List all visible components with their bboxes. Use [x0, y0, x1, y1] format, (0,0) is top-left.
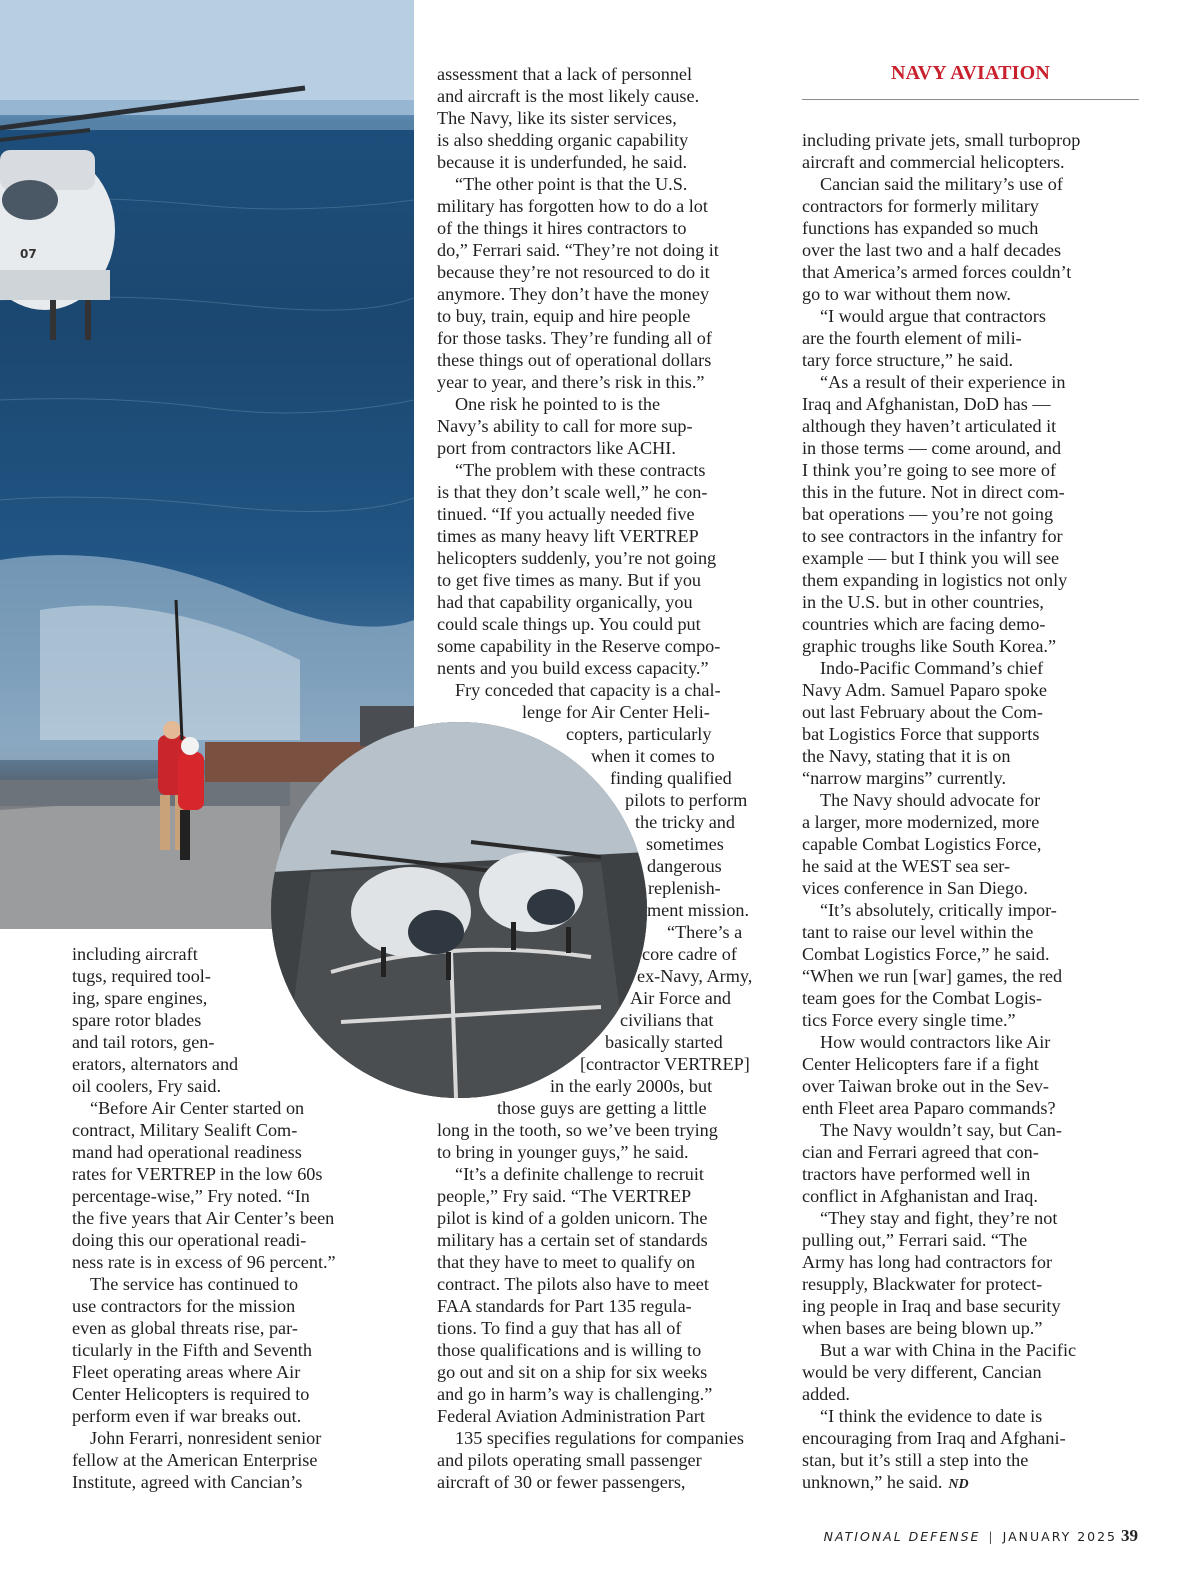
text-line: added. [802, 1384, 850, 1404]
text-line: and pilots operating small passenger [437, 1450, 702, 1470]
text-line: But a war with China in the Pacific [820, 1340, 1077, 1360]
text-line: lenge for Air Center Heli- [522, 702, 710, 722]
text-line: tics Force every single time.” [802, 1010, 1016, 1030]
text-line: copters, particularly [566, 724, 712, 744]
text-line: had that capability organically, you [437, 592, 693, 612]
text-line: ing, spare engines, [72, 988, 208, 1008]
text-line: contract. The pilots also have to meet [437, 1274, 709, 1294]
page-footer [824, 1526, 1138, 1546]
text-line: resupply, Blackwater for protect- [802, 1274, 1043, 1294]
text-line: “The other point is that the U.S. [455, 174, 688, 194]
text-line: of the things it hires contractors to [437, 218, 687, 238]
text-line: because it is underfunded, he said. [437, 152, 687, 172]
text-line: a larger, more modernized, more [802, 812, 1040, 832]
text-line: although they haven’t articulated it [802, 416, 1057, 436]
text-line: and go in harm’s way is challenging.” [437, 1384, 713, 1404]
text-line: cian and Ferrari agreed that con- [802, 1142, 1039, 1162]
text-line: “It’s absolutely, critically impor- [820, 900, 1057, 920]
text-line: Army has long had contractors for [802, 1252, 1053, 1272]
text-line: rates for VERTREP in the low 60s [72, 1164, 323, 1184]
text-line: the Navy, stating that it is on [802, 746, 1011, 766]
issue-date: JANUARY 2025 [1002, 1529, 1117, 1544]
column-left [72, 943, 372, 1493]
text-line: people,” Fry said. “The VERTREP [437, 1186, 692, 1206]
text-line: tugs, required tool- [72, 966, 211, 986]
section-divider [802, 99, 1139, 100]
text-line: mand had operational readiness [72, 1142, 302, 1162]
tail-number: 07 [20, 247, 37, 261]
text-line: long in the tooth, so we’ve been trying [437, 1120, 718, 1140]
text-line: ticularly in the Fifth and Seventh [72, 1340, 312, 1360]
text-line: go to war without them now. [802, 284, 1011, 304]
text-line: Combat Logistics Force,” he said. [802, 944, 1050, 964]
end-mark: ND [948, 1477, 969, 1492]
text-line: assessment that a lack of personnel [437, 64, 693, 84]
text-line: military has a certain set of standards [437, 1230, 708, 1250]
text-line: encouraging from Iraq and Afghani- [802, 1428, 1066, 1448]
text-line: Iraq and Afghanistan, DoD has — [802, 394, 1051, 414]
text-line: enth Fleet area Paparo commands? [802, 1098, 1056, 1118]
text-line: year to year, and there’s risk in this.” [437, 372, 705, 392]
text-line: “The problem with these contracts [455, 460, 706, 480]
text-line: Air Force and [630, 988, 732, 1008]
text-line: bat operations — you’re not going [802, 504, 1054, 524]
text-line: Federal Aviation Administration Part [437, 1406, 705, 1426]
text-line: do,” Ferrari said. “They’re not doing it [437, 240, 719, 260]
text-line: could scale things up. You could put [437, 614, 701, 634]
text-line: Fry conceded that capacity is a chal- [455, 680, 721, 700]
text-line: to see contractors in the infantry for [802, 526, 1063, 546]
text-line: civilians that [620, 1010, 714, 1030]
text-line: ing people in Iraq and base security [802, 1296, 1061, 1316]
text-line: and aircraft is the most likely cause. [437, 86, 700, 106]
text-line: times as many heavy lift VERTREP [437, 526, 699, 546]
text-line: Institute, agreed with Cancian’s [72, 1472, 303, 1492]
text-line: these things out of operational dollars [437, 350, 712, 370]
text-line: team goes for the Combat Logis- [802, 988, 1042, 1008]
text-line: The Navy wouldn’t say, but Can- [820, 1120, 1062, 1140]
text-line: Center Helicopters fare if a fight [802, 1054, 1039, 1074]
text-line: ment mission. [647, 900, 750, 920]
text-line: is that they don’t scale well,” he con- [437, 482, 708, 502]
text-line: Navy Adm. Samuel Paparo spoke [802, 680, 1047, 700]
text-line: port from contractors like ACHI. [437, 438, 676, 458]
text-line: contract, Military Sealift Com- [72, 1120, 298, 1140]
text-line: ness rate is in excess of 96 percent.” [72, 1252, 336, 1272]
text-line: he said at the WEST sea ser- [802, 856, 1011, 876]
text-line: over Taiwan broke out in the Sev- [802, 1076, 1049, 1096]
text-line: spare rotor blades [72, 1010, 202, 1030]
text-line: tinued. “If you actually needed five [437, 504, 695, 524]
text-line: the five years that Air Center’s been [72, 1208, 335, 1228]
magazine-name: NATIONAL DEFENSE [823, 1529, 981, 1544]
text-line: FAA standards for Part 135 regula- [437, 1296, 692, 1316]
text-line: percentage-wise,” Fry noted. “In [72, 1186, 310, 1206]
text-line: including aircraft [72, 944, 198, 964]
text-line: perform even if war breaks out. [72, 1406, 302, 1426]
text-line: military has forgotten how to do a lot [437, 196, 708, 216]
text-line: replenish- [648, 878, 721, 898]
text-line: tractors have performed well in [802, 1164, 1031, 1184]
text-line: countries which are facing demo- [802, 614, 1046, 634]
text-line: for those tasks. They’re funding all of [437, 328, 712, 348]
text-line: contractors for formerly military [802, 196, 1039, 216]
text-line: in the U.S. but in other countries, [802, 592, 1044, 612]
text-line: oil coolers, Fry said. [72, 1076, 222, 1096]
text-line: them expanding in logistics not only [802, 570, 1068, 590]
text-line: Navy’s ability to call for more sup- [437, 416, 693, 436]
text-line: aircraft of 30 or fewer passengers, [437, 1472, 686, 1492]
text-line: including private jets, small turboprop [802, 130, 1081, 150]
page-number: 39 [1121, 1526, 1138, 1545]
text-line [802, 1471, 1142, 1493]
text-line: fellow at the American Enterprise [72, 1450, 318, 1470]
text-line: would be very different, Cancian [802, 1362, 1042, 1382]
text-line: stan, but it’s still a step into the [802, 1450, 1029, 1470]
text-line: over the last two and a half decades [802, 240, 1062, 260]
text-line: aircraft and commercial helicopters. [802, 152, 1065, 172]
text-line: “They stay and fight, they’re not [820, 1208, 1058, 1228]
column-middle [437, 63, 777, 1493]
text-line: in those terms — come around, and [802, 438, 1062, 458]
text-line: pilot is kind of a golden unicorn. The [437, 1208, 708, 1228]
text-line: Center Helicopters is required to [72, 1384, 310, 1404]
text-line: helicopters suddenly, you’re not going [437, 548, 717, 568]
text-line: 135 specifies regulations for companies [455, 1428, 744, 1448]
text-line: finding qualified [610, 768, 732, 788]
text-line: John Ferarri, nonresident senior [90, 1428, 322, 1448]
text-line: sometimes [646, 834, 724, 854]
text-line: the tricky and [635, 812, 735, 832]
text-line: because they’re not resourced to do it [437, 262, 710, 282]
footer-separator: | [982, 1529, 1001, 1544]
text-line: to buy, train, equip and hire people [437, 306, 691, 326]
text-line: Indo-Pacific Command’s chief [820, 658, 1044, 678]
text-line: that America’s armed forces couldn’t [802, 262, 1072, 282]
text-line: The service has continued to [90, 1274, 299, 1294]
text-line: vices conference in San Diego. [802, 878, 1028, 898]
text-line: “There’s a [667, 922, 743, 942]
text-line: some capability in the Reserve compo- [437, 636, 721, 656]
section-title: NAVY AVIATION [890, 62, 1051, 84]
text-line: “I think the evidence to date is [820, 1406, 1043, 1426]
text-line: tary force structure,” he said. [802, 350, 1014, 370]
text-line: and tail rotors, gen- [72, 1032, 215, 1052]
text-line: this in the future. Not in direct com- [802, 482, 1065, 502]
text-line: [contractor VERTREP] [580, 1054, 750, 1074]
text-line-final: unknown,” he said. [802, 1472, 943, 1492]
text-line: use contractors for the mission [72, 1296, 296, 1316]
text-line: functions has expanded so much [802, 218, 1039, 238]
text-line: conflict in Afghanistan and Iraq. [802, 1186, 1038, 1206]
text-line: “It’s a definite challenge to recruit [455, 1164, 704, 1184]
text-line: “Before Air Center started on [90, 1098, 305, 1118]
text-line: “As a result of their experience in [820, 372, 1066, 392]
text-line: core cadre of [642, 944, 737, 964]
text-line: pilots to perform [625, 790, 748, 810]
text-line: nents and you build excess capacity.” [437, 658, 709, 678]
text-line: out last February about the Com- [802, 702, 1043, 722]
text-line: How would contractors like Air [820, 1032, 1051, 1052]
text-line: example — but I think you will see [802, 548, 1060, 568]
text-line: The Navy, like its sister services, [437, 108, 677, 128]
text-line: those qualifications and is willing to [437, 1340, 702, 1360]
text-line: tions. To find a guy that has all of [437, 1318, 682, 1338]
text-line: is also shedding organic capability [437, 130, 689, 150]
text-line: to bring in younger guys,” he said. [437, 1142, 689, 1162]
text-line: graphic troughs like South Korea.” [802, 636, 1057, 656]
text-line: bat Logistics Force that supports [802, 724, 1040, 744]
text-line: capable Combat Logistics Force, [802, 834, 1042, 854]
text-line: Cancian said the military’s use of [820, 174, 1063, 194]
text-line: pulling out,” Ferrari said. “The [802, 1230, 1028, 1250]
text-line: in the early 2000s, but [550, 1076, 713, 1096]
text-line: anymore. They don’t have the money [437, 284, 710, 304]
text-line: tant to raise our level within the [802, 922, 1034, 942]
column-right [802, 129, 1142, 1493]
text-line: those guys are getting a little [497, 1098, 707, 1118]
text-line: One risk he pointed to is the [455, 394, 661, 414]
text-line: “I would argue that contractors [820, 306, 1046, 326]
text-line: “narrow margins” currently. [802, 768, 1007, 788]
text-line: erators, alternators and [72, 1054, 239, 1074]
text-line: even as global threats rise, par- [72, 1318, 298, 1338]
text-line: “When we run [war] games, the red [802, 966, 1063, 986]
text-line: doing this our operational readi- [72, 1230, 307, 1250]
text-line: basically started [605, 1032, 723, 1052]
text-line: to get five times as many. But if you [437, 570, 702, 590]
text-line: when bases are being blown up.” [802, 1318, 1043, 1338]
text-line: are the fourth element of mili- [802, 328, 1022, 348]
text-line: ex-Navy, Army, [637, 966, 753, 986]
text-line: I think you’re going to see more of [802, 460, 1057, 480]
text-line: that they have to meet to qualify on [437, 1252, 696, 1272]
text-line: when it comes to [591, 746, 715, 766]
text-line: go out and sit on a ship for six weeks [437, 1362, 708, 1382]
text-line: dangerous [647, 856, 722, 876]
text-line: The Navy should advocate for [820, 790, 1041, 810]
text-line: Fleet operating areas where Air [72, 1362, 301, 1382]
